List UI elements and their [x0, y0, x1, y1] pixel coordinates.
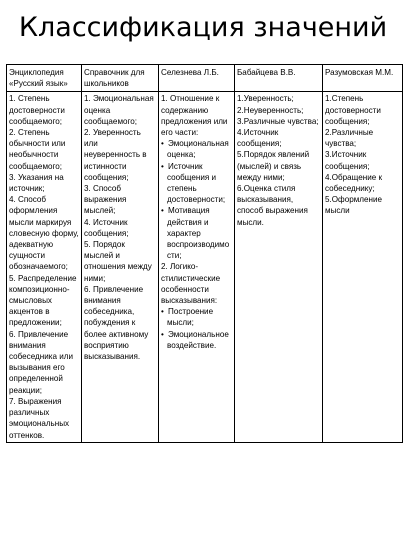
table-row	[7, 92, 403, 442]
list-item: 6.Оценка стиля высказывания, способ выражения мысли.	[237, 184, 308, 227]
list-item: 6. Привлечение внимания собеседника, побуждения к более активному восприятию высказывания.	[84, 284, 149, 362]
list-item: 1. Степень достоверности сообщаемого;	[9, 94, 65, 126]
list-item: 3. Способ выражения мыслей;	[84, 184, 127, 216]
list-item: 1. Отношение к содержанию предложения или его части:	[161, 94, 228, 138]
column-header: Селезнева Л.Б.	[159, 65, 235, 92]
bullet-item: • Источник сообщения и степень достоверности;	[161, 161, 232, 206]
list-item: 4. Способ оформления мысли маркируя словесную форму, адекватную сущности обозначаемого;	[9, 195, 79, 272]
bullet-item: • Эмоциональная оценка;	[161, 138, 232, 160]
list-item: 7. Выражения различных эмоциональных оттенков.	[9, 396, 70, 440]
table-cell	[82, 92, 159, 442]
list-item: 5. Порядок мыслей и отношения между ними;	[84, 240, 152, 283]
list-item: 5.Оформление мысли	[325, 195, 382, 216]
slide-title: Классификация значений	[18, 12, 388, 43]
bullet-item: • Построение мысли;	[161, 306, 232, 328]
table-cell	[159, 92, 235, 442]
list-item: 5.Порядок явлений (мыслей) и связь между ними;	[237, 150, 310, 182]
list-item: 2. Уверенность или неуверенность в истинности сообщения;	[84, 128, 147, 182]
table-cell	[323, 92, 403, 442]
list-item: 1.Степень достоверности сообщения;	[325, 94, 381, 126]
column-header: Справочник для школьников	[82, 65, 159, 92]
list-item: 3. Указания на источник;	[9, 172, 64, 194]
column-header: Энциклопедия «Русский язык»	[7, 65, 82, 92]
bullet-item: • Эмоциональное воздействие.	[161, 329, 232, 351]
column-header: Бабайцева В.В.	[235, 65, 323, 92]
classification-table	[6, 64, 403, 443]
column-header: Разумовская М.М.	[323, 65, 403, 92]
list-item: 1. Эмоциональная оценка сообщаемого;	[84, 94, 154, 126]
list-item: 2.Различные чувства;	[325, 128, 374, 149]
list-item: 4. Источник сообщения;	[84, 217, 129, 238]
list-item: 4.Обращение к собеседнику;	[325, 172, 383, 194]
list-item: 3.Источник сообщения;	[325, 150, 370, 171]
list-item: 6. Привлечение внимания собеседника или вызывания его определенной реакции;	[9, 329, 74, 395]
list-item: 2. Логико-стилистические особенности высказывания:	[161, 262, 221, 306]
list-item: 4.Источник сообщения;	[237, 128, 282, 149]
bullet-item: • Мотивация действия и характер воспроизводимости;	[161, 205, 232, 261]
list-item: 2.Неуверенность;	[237, 105, 304, 115]
list-item: 1.Уверенность;	[237, 94, 294, 104]
table-cell	[235, 92, 323, 442]
list-item: 5. Распределение композиционно-смысловых акцентов в предложении;	[9, 273, 77, 328]
list-item: 3.Различные чувства;	[237, 116, 319, 126]
table-cell	[7, 92, 82, 442]
table-header-row	[7, 65, 403, 92]
list-item: 2. Степень обычности или необычности сообщаемого;	[9, 128, 66, 171]
